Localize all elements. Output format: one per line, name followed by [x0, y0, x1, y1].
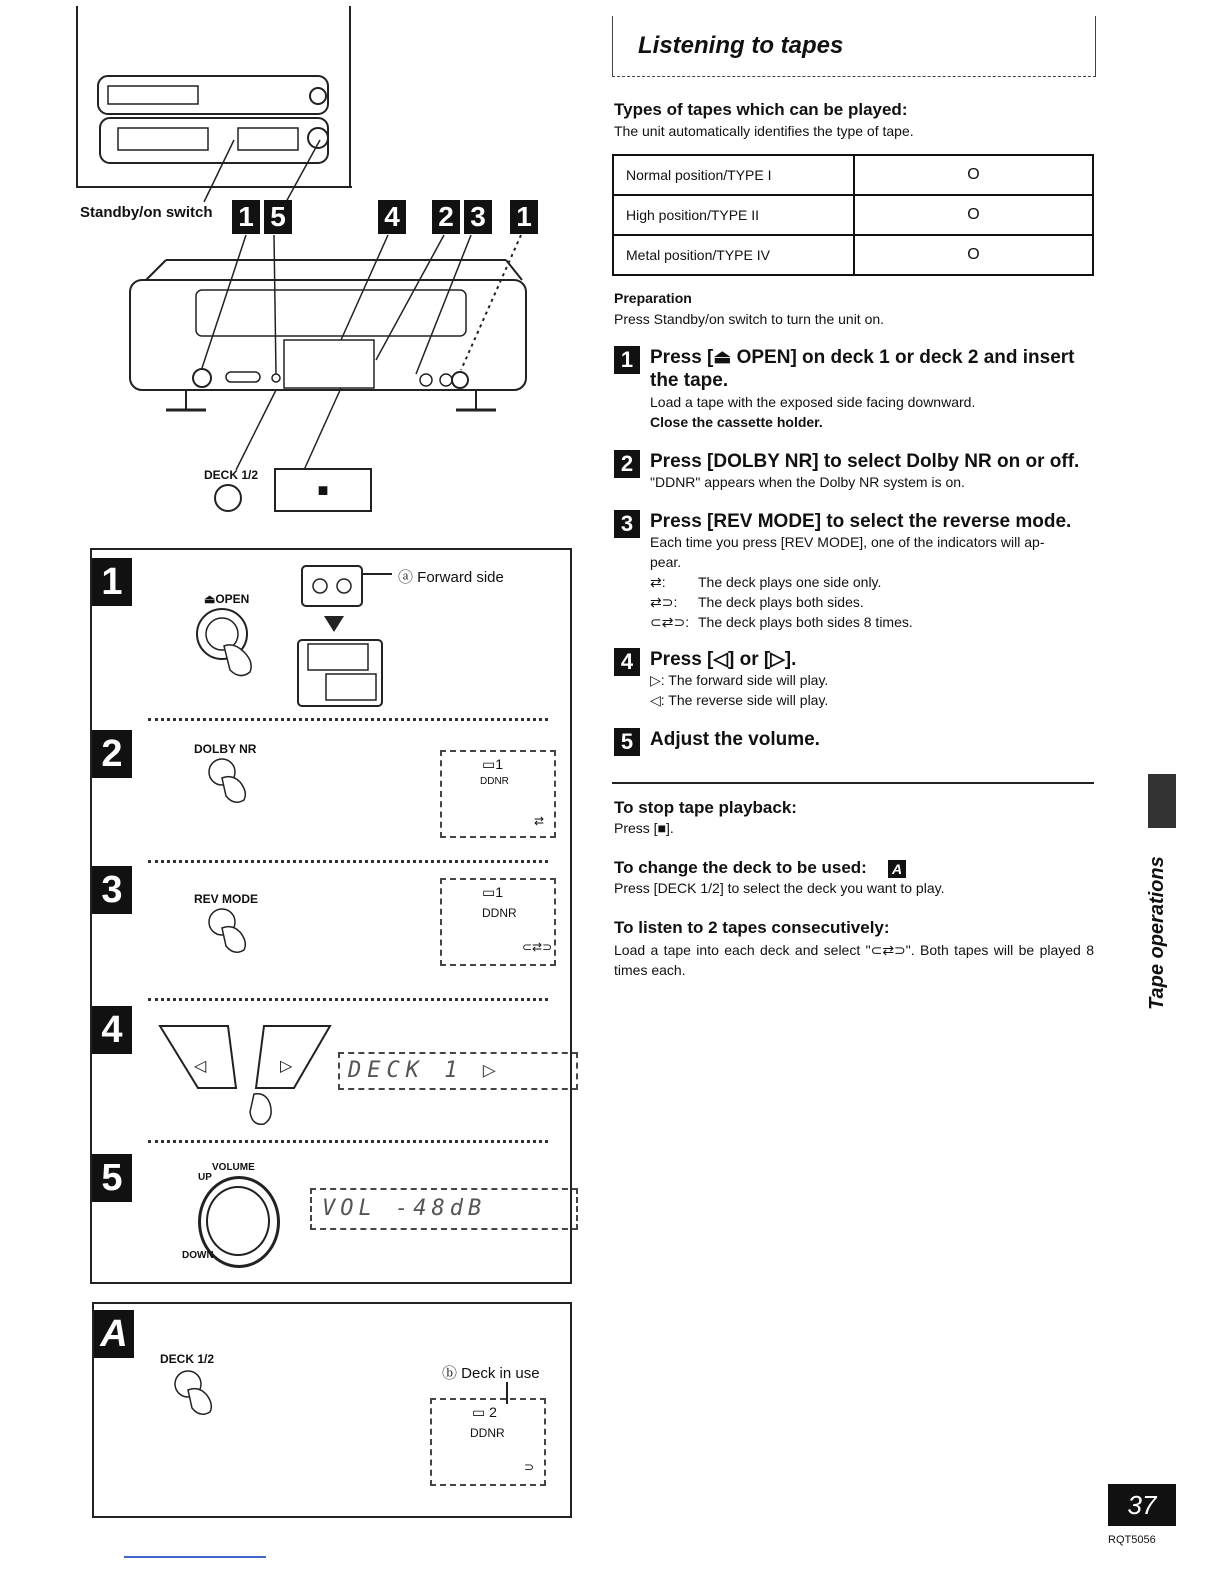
table-row [613, 155, 1093, 195]
table-row [613, 195, 1093, 235]
volume-down-label: DOWN [182, 1250, 214, 1261]
tape-type-name: Normal position/TYPE I [613, 155, 854, 195]
step-2-title: Press [DOLBY NR] to select Dolby NR on or off. [650, 451, 1080, 472]
standby-pointer-lines [190, 130, 330, 210]
reverse-play-button[interactable]: ◁ [194, 1058, 207, 1075]
change-deck-badge: A [888, 860, 906, 878]
deck-select-press-icon [170, 1368, 230, 1418]
step-2-text: "DDNR" appears when the Dolby NR system is on. [650, 474, 965, 490]
open-button-press-icon [194, 606, 274, 686]
preparation-text: Press Standby/on switch to turn the unit on. [614, 311, 885, 327]
dolby-nr-display [440, 750, 556, 838]
mode-eight-times-symbol: ⊂⇄⊃: [650, 614, 690, 630]
rev-mode-button-label: REV MODE [194, 892, 259, 906]
dolby-nr-button-label: DOLBY NR [194, 742, 257, 756]
rev-mode-display [440, 878, 556, 966]
panel-divider-3 [148, 998, 548, 1001]
table-row [613, 235, 1093, 275]
mode-both-sides-symbol: ⇄⊃: [650, 594, 678, 610]
lcd-volume-text: VOL -48dB [322, 1196, 487, 1221]
deck-in-use-label: ⓑ Deck in use [442, 1365, 540, 1382]
two-tapes-heading: To listen to 2 tapes consecutively: [614, 918, 890, 937]
volume-up-label: UP [198, 1172, 212, 1183]
page-title: Listening to tapes [638, 32, 844, 59]
preparation-heading: Preparation [614, 290, 692, 306]
tape-type-name: High position/TYPE II [613, 195, 854, 235]
tape-type-mark: O [854, 155, 1093, 195]
top-badge-row [232, 200, 542, 234]
tape-types-heading: Types of tapes which can be played: [614, 100, 908, 119]
mode-one-side-symbol: ⇄: [650, 574, 666, 590]
panel-divider-1 [148, 718, 548, 721]
change-deck-text: Press [DECK 1/2] to select the deck you want to play. [614, 880, 945, 896]
lcd-mode-indicator: ⇄ [534, 814, 545, 828]
stop-playback-heading: To stop tape playback: [614, 798, 797, 817]
stop-button[interactable] [274, 468, 372, 512]
tape-type-mark: O [854, 235, 1093, 275]
badge-step-3: 3 [464, 200, 492, 234]
step-1-text: Load a tape with the exposed side facing downward. [650, 394, 976, 410]
step-5-number: 5 [614, 728, 640, 756]
step-4-title: Press [◁] or [▷]. [650, 649, 797, 670]
lcd-mode-indicator: ⊃ [524, 1460, 535, 1474]
deck-display [338, 1052, 578, 1090]
tape-types-table [612, 154, 1094, 276]
skip-buttons-drawing [158, 1022, 338, 1132]
lcd-deck-number: 1 [495, 756, 504, 772]
deck-button[interactable] [214, 484, 242, 512]
page-number: 37 [1127, 1490, 1157, 1520]
lcd-deck-number: 2 [489, 1404, 497, 1420]
change-deck-heading: To change the deck to be used: [614, 858, 867, 877]
step-3-text-2: pear. [650, 554, 682, 570]
side-tab-label [1146, 810, 1176, 1010]
forward-play-button[interactable]: ▷ [280, 1058, 293, 1075]
step-1-bold-text: Close the cassette holder. [650, 414, 823, 430]
step-5-title: Adjust the volume. [650, 729, 820, 750]
side-tab-text: Tape operations [1146, 856, 1168, 1010]
forward-side-label: ⓐ Forward side [398, 569, 504, 586]
panel-divider-2 [148, 860, 548, 863]
badge-step-4: 4 [378, 200, 406, 234]
step-3-title: Press [REV MODE] to select the reverse mode. [650, 511, 1072, 532]
deck-label: DECK 1/2 [204, 468, 259, 482]
panel-5-number: 5 [92, 1154, 132, 1202]
cassette-icon-deck: ▭1 [482, 884, 504, 900]
step-1-number: 1 [614, 346, 640, 374]
step-4-text-1: ▷: The forward side will play. [650, 672, 829, 688]
badge-step-2: 2 [432, 200, 460, 234]
badge-step-1b: 1 [510, 200, 538, 234]
lcd-dolby-indicator: DDNR [470, 1426, 505, 1440]
stop-icon: ■ [317, 480, 329, 500]
panel-a-number: A [94, 1310, 134, 1358]
badge-step-5: 5 [264, 200, 292, 234]
lcd-deck-number: 1 [495, 884, 504, 900]
step-3-number: 3 [614, 510, 640, 538]
mode-both-sides-text: The deck plays both sides. [698, 594, 864, 610]
section-divider [612, 782, 1094, 784]
lcd-dolby-indicator: DDNR [480, 776, 509, 787]
tape-type-name: Metal position/TYPE IV [613, 235, 854, 275]
two-tapes-text: Load a tape into each deck and select "⊂⇄⊃". Both tapes will be played 8 times each. [614, 942, 1094, 978]
panel-4-number: 4 [92, 1006, 132, 1054]
step-1-title: Press [⏏ OPEN] on deck 1 or deck 2 and insert the tape. [650, 347, 1075, 391]
stop-playback-text: Press [■]. [614, 820, 674, 836]
mode-eight-times-text: The deck plays both sides 8 times. [698, 614, 913, 630]
volume-label: VOLUME [212, 1162, 255, 1173]
panel-a-deck-label: DECK 1/2 [160, 1352, 215, 1366]
document-code: RQT5056 [1108, 1534, 1156, 1546]
cassette-icon-deck: ▭1 [482, 756, 504, 772]
lcd-dolby-indicator: DDNR [482, 906, 517, 920]
step-3-text-1: Each time you press [REV MODE], one of the indicators will ap- [650, 534, 1045, 550]
panel-divider-4 [148, 1140, 548, 1143]
step-4-text-2: ◁: The reverse side will play. [650, 692, 829, 708]
step-4-number: 4 [614, 648, 640, 676]
rev-mode-press-icon [204, 906, 264, 956]
page-number-box [1108, 1484, 1176, 1526]
bottom-link-line [124, 1556, 266, 1558]
badge-step-1: 1 [232, 200, 260, 234]
cassette-icon-deck: ▭ 2 [472, 1404, 497, 1420]
cassette-insert-icon [296, 564, 406, 714]
open-button-label: ⏏OPEN [204, 592, 250, 606]
lcd-mode-indicator: ⊂⇄⊃ [522, 940, 553, 954]
tape-type-mark: O [854, 195, 1093, 235]
tape-deck-drawing [126, 240, 536, 420]
volume-knob-inner [206, 1186, 270, 1256]
lcd-deck-text: DECK 1 ▷ [348, 1058, 502, 1083]
mode-one-side-text: The deck plays one side only. [698, 574, 882, 590]
deck-in-use-display [430, 1398, 546, 1486]
standby-switch-label: Standby/on switch [80, 204, 213, 221]
panel-2-number: 2 [92, 730, 132, 778]
step-2-number: 2 [614, 450, 640, 478]
panel-1-number: 1 [92, 558, 132, 606]
tape-types-subtitle: The unit automatically identifies the type of tape. [614, 123, 914, 139]
panel-3-number: 3 [92, 866, 132, 914]
dolby-nr-press-icon [204, 756, 264, 806]
volume-display [310, 1188, 578, 1230]
